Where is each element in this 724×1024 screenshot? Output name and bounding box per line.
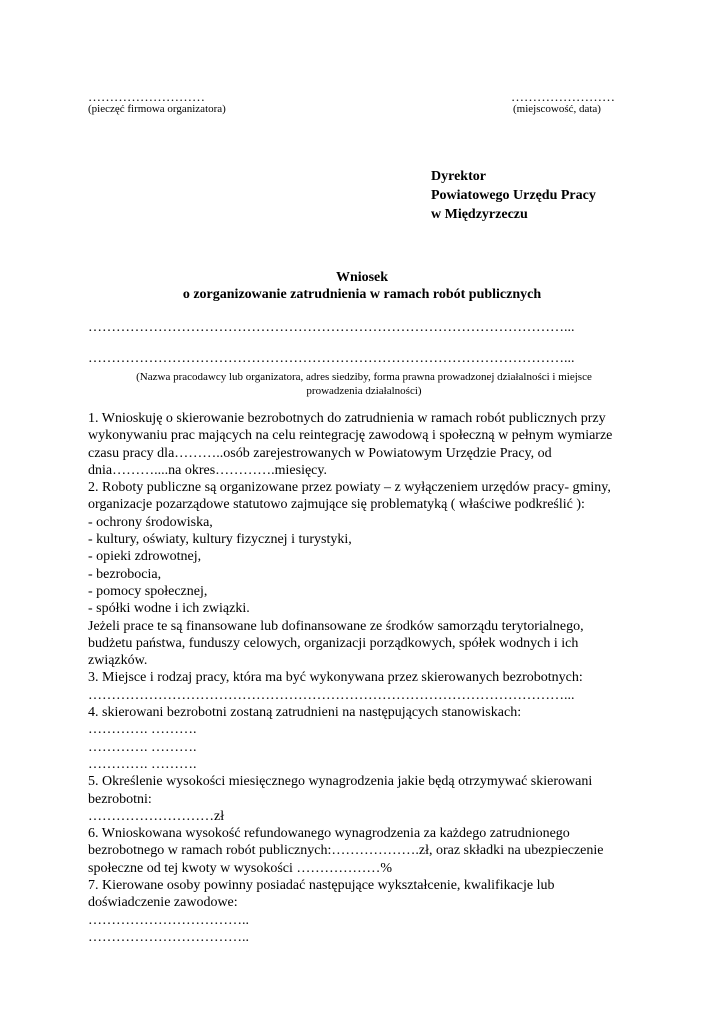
stamp-placeholder-dots: ………………………: [88, 89, 205, 104]
title-line: o zorganizowanie zatrudnienia w ramach robót publicznych: [182, 287, 542, 302]
caption-line: (Nazwa pracodawcy lub organizatora, adres siedziby, forma prawna prowadzonej działalności i miejsce: [136, 371, 592, 383]
addressee-line: Powiatowego Urzędu Pracy: [431, 188, 596, 203]
body-list-item: - opieki zdrowotnej,: [88, 549, 202, 565]
body-line: 2. Roboty publiczne są organizowane przez powiaty – z wyłączeniem urzędów pracy- gminy,: [88, 480, 611, 496]
stamp-label: (pieczęć firmowa organizatora): [88, 103, 226, 115]
applicant-fill-line: …………………………………………………………………………………………...: [88, 351, 575, 366]
body-line: budżetu państwa, funduszy celowych, organizacji porządkowych, spółek wodnych i ich: [88, 635, 579, 651]
body-fill-line: …………. ……….: [88, 756, 197, 772]
body-line: doświadczenie zawodowe:: [88, 895, 238, 911]
body-line: 1. Wnioskuję o skierowanie bezrobotnych do zatrudnienia w ramach robót publicznych przy: [88, 411, 606, 426]
caption-line: prowadzenia działalności): [306, 385, 422, 397]
place-date-placeholder-dots: ……………………: [511, 89, 615, 104]
body-line: bezrobotni:: [88, 791, 152, 807]
body-line: 3. Miejsce i rodzaj pracy, która ma być wykonywana przez skierowanych bezrobotnych:: [88, 670, 583, 686]
body-line: 6. Wnioskowana wysokość refundowanego wynagrodzenia za każdego zatrudnionego: [88, 826, 570, 842]
body-fill-line: ……………………………..: [88, 912, 249, 928]
body-list-item: - pomocy społecznej,: [88, 583, 208, 599]
applicant-fill-line: …………………………………………………………………………………………...: [88, 320, 575, 335]
body-line: 4. skierowani bezrobotni zostaną zatrudnieni na następujących stanowiskach:: [88, 705, 522, 721]
body-line: wykonywaniu prac mających na celu reintegrację zawodową i społeczną w pełnym wymiarze: [88, 428, 613, 444]
body-list-item: - kultury, oświaty, kultury fizycznej i turystyki,: [88, 532, 352, 548]
body-line: związków.: [88, 653, 148, 669]
body-line: dnia………....na okres………….miesięcy.: [88, 462, 327, 478]
addressee-block: [431, 167, 596, 224]
place-date-label: (miejscowość, data): [513, 103, 601, 115]
body-fill-line: …………. ……….: [88, 739, 197, 755]
addressee-line: w Międzyrzeczu: [431, 207, 528, 222]
body-fill-line: …………………………………………………………………………………………...: [88, 687, 575, 703]
body-line: Jeżeli prace te są finansowane lub dofinansowane ze środków samorządu terytorialnego,: [88, 618, 584, 634]
body-line: społeczne od tej kwoty w wysokości ………………%: [88, 860, 393, 876]
applicant-caption: [88, 370, 640, 398]
body-line: organizacje pozarządowe statutowo zajmujące się problematyką ( właściwe podkreślić ):: [88, 497, 585, 513]
body-line: 7. Kierowane osoby powinny posiadać następujące wykształcenie, kwalifikacje lub: [88, 878, 555, 894]
body-fill-line: …………. ……….: [88, 722, 197, 738]
form-body: [88, 410, 648, 946]
body-fill-line: ……………………………..: [88, 929, 249, 945]
document-title: [0, 269, 724, 303]
body-list-item: - ochrony środowiska,: [88, 514, 213, 530]
body-list-item: - spółki wodne i ich związki.: [88, 601, 250, 617]
body-line: czasu pracy dla………..osób zarejestrowanych w Powiatowym Urzędzie Pracy, od: [88, 445, 552, 461]
addressee-line: Dyrektor: [431, 169, 486, 184]
body-fill-line: ………………………zł: [88, 808, 225, 824]
body-list-item: - bezrobocia,: [88, 566, 162, 582]
body-line: bezrobotnego w ramach robót publicznych:……………….zł, oraz składki na ubezpieczenie: [88, 843, 604, 859]
body-line: 5. Określenie wysokości miesięcznego wynagrodzenia jakie będą otrzymywać skierowani: [88, 774, 593, 790]
title-line: Wniosek: [335, 270, 389, 285]
